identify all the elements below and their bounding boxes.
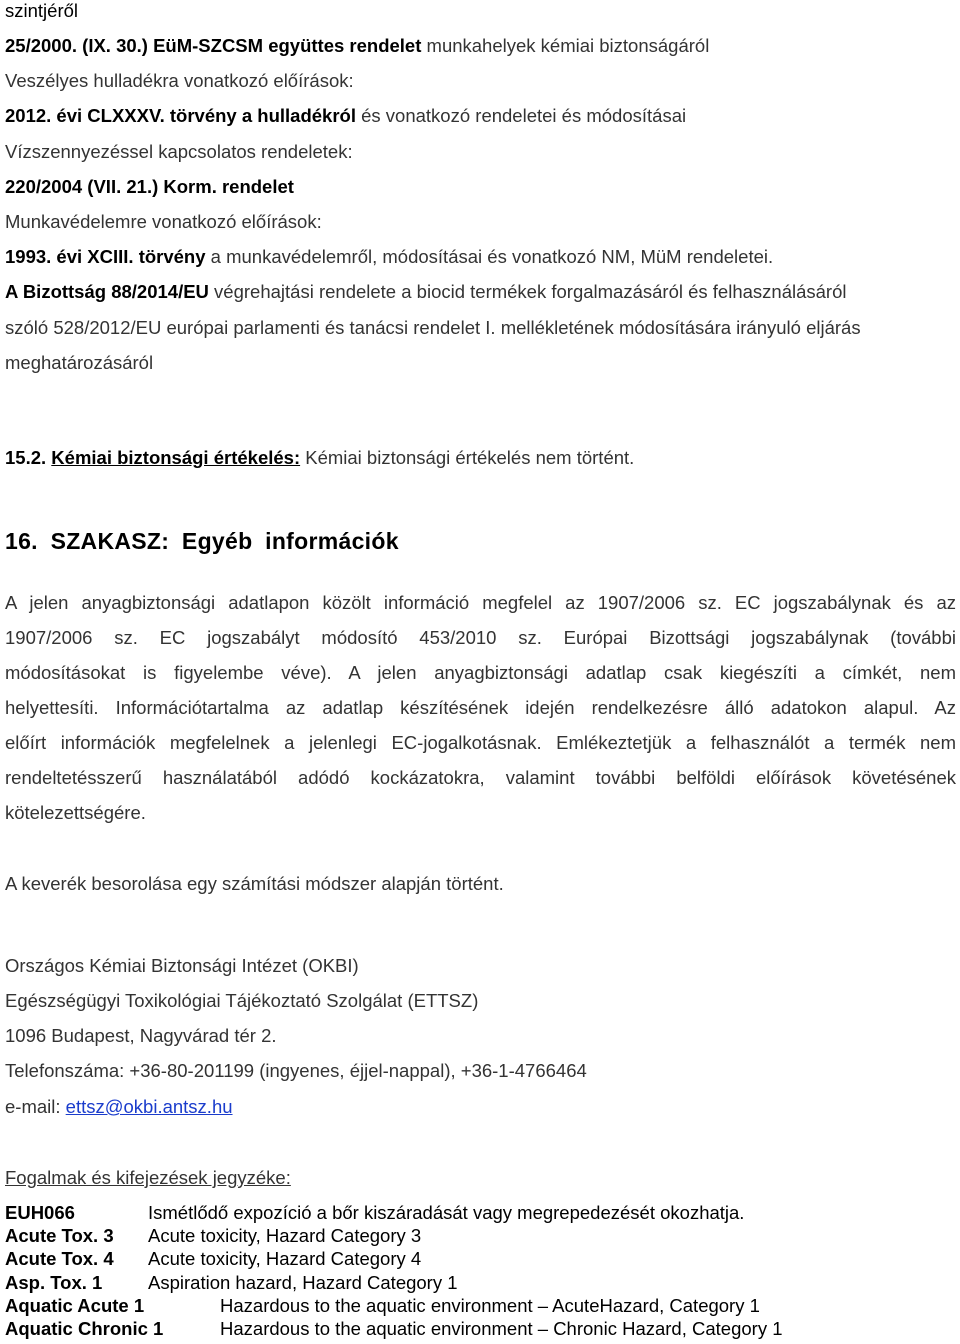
paragraph-line: A jelen anyagbiztonsági adatlapon közölt információ megfelel az 1907/2006 sz. EC jogszabálynak és az xyxy=(5,592,956,613)
regulation-text: a munkavédelemről, módosításai és vonatkozó NM, MüM rendeletei. xyxy=(205,246,774,267)
regulation-line xyxy=(5,281,847,303)
glossary-definition: Aspiration hazard, Hazard Category 1 xyxy=(148,1272,458,1293)
text-line: szintjéről xyxy=(5,0,78,21)
section-text: Kémiai biztonsági értékelés nem történt. xyxy=(300,447,635,468)
regulation-ref: 1993. évi XCIII. törvény xyxy=(5,246,206,267)
glossary-term: EUH066 xyxy=(5,1202,75,1223)
regulation-line xyxy=(5,246,773,268)
section-15-2 xyxy=(5,447,634,469)
subheading-line: Veszélyes hulladékra vonatkozó előírások: xyxy=(5,70,354,91)
email-label: e-mail: xyxy=(5,1096,66,1117)
glossary-term: Acute Tox. 4 xyxy=(5,1248,114,1269)
regulation-text: meghatározásáról xyxy=(5,352,154,373)
contact-email-line xyxy=(5,1096,233,1118)
regulation-line xyxy=(5,105,686,127)
regulation-text: végrehajtási rendelete a biocid termékek forgalmazásáról és felhasználásáról xyxy=(208,281,847,302)
info-paragraph xyxy=(5,592,956,837)
glossary-definition: Ismétlődő expozíció a bőr kiszáradását vagy megrepedezését okozhatja. xyxy=(148,1202,745,1223)
glossary-definition: Acute toxicity, Hazard Category 3 xyxy=(148,1225,422,1246)
glossary-title: Fogalmak és kifejezések jegyzéke: xyxy=(5,1167,291,1188)
paragraph-line: 1907/2006 sz. EC jogszabályt módosító 453/2010 sz. Európai Bizottsági jogszabálynak (további xyxy=(5,627,956,648)
email-link[interactable]: ettsz@okbi.antsz.hu xyxy=(65,1096,233,1117)
glossary-definition: Hazardous to the aquatic environment – Chronic Hazard, Category 1 xyxy=(220,1318,783,1339)
section-label: Kémiai biztonsági értékelés: xyxy=(51,447,301,468)
contact-address: 1096 Budapest, Nagyvárad tér 2. xyxy=(5,1025,277,1046)
glossary-term: Asp. Tox. 1 xyxy=(5,1272,103,1293)
contact-org2: Egészségügyi Toxikológiai Tájékoztató Szolgálat (ETTSZ) xyxy=(5,990,479,1011)
paragraph-line: rendeltetésszerű használatából adódó kockázatokra, valamint további belföldi előírások követésének xyxy=(5,767,956,788)
contact-phone: Telefonszáma: +36-80-201199 (ingyenes, éjjel-nappal), +36-1-4766464 xyxy=(5,1060,587,1081)
regulation-text: szóló 528/2012/EU európai parlamenti és tanácsi rendelet I. mellékletének módosítására irányuló eljárás xyxy=(5,317,861,338)
regulation-line xyxy=(5,35,709,57)
section-number: 15.2. xyxy=(5,447,47,468)
regulation-ref: A Bizottság 88/2014/EU xyxy=(5,281,209,302)
regulation-text: munkahelyek kémiai biztonságáról xyxy=(421,35,710,56)
paragraph-line: módosításokat is figyelembe véve). A jelen anyagbiztonsági adatlap csak kiegészíti a címkét, nem xyxy=(5,662,956,683)
regulation-ref: 25/2000. (IX. 30.) EüM-SZCSM együttes rendelet xyxy=(5,35,422,56)
section-16-heading: 16. SZAKASZ: Egyéb információk xyxy=(5,528,399,554)
glossary-definition: Hazardous to the aquatic environment – AcuteHazard, Category 1 xyxy=(220,1295,760,1316)
paragraph-line: kötelezettségére. xyxy=(5,802,146,823)
paragraph-line: előírt információk megfelelnek a jelenlegi EC-jogalkotásnak. Emlékeztetjük a felhasználót a termék nem xyxy=(5,732,956,753)
regulation-text: és vonatkozó rendeletei és módosításai xyxy=(355,105,687,126)
paragraph-line: helyettesíti. Információtartalma az adatlap készítésének idején rendelkezésre álló adatokon alapul. Az xyxy=(5,697,956,718)
glossary-term: Acute Tox. 3 xyxy=(5,1225,114,1246)
subheading-line: Vízszennyezéssel kapcsolatos rendeletek: xyxy=(5,141,353,162)
glossary-term: Aquatic Chronic 1 xyxy=(5,1318,164,1339)
glossary-definition: Acute toxicity, Hazard Category 4 xyxy=(148,1248,422,1269)
classification-note: A keverék besorolása egy számítási módszer alapján történt. xyxy=(5,873,504,894)
regulation-ref: 2012. évi CLXXXV. törvény a hulladékról xyxy=(5,105,356,126)
subheading-line: Munkavédelemre vonatkozó előírások: xyxy=(5,211,322,232)
glossary-term: Aquatic Acute 1 xyxy=(5,1295,145,1316)
contact-org1: Országos Kémiai Biztonsági Intézet (OKBI) xyxy=(5,955,359,976)
regulation-ref: 220/2004 (VII. 21.) Korm. rendelet xyxy=(5,176,294,197)
